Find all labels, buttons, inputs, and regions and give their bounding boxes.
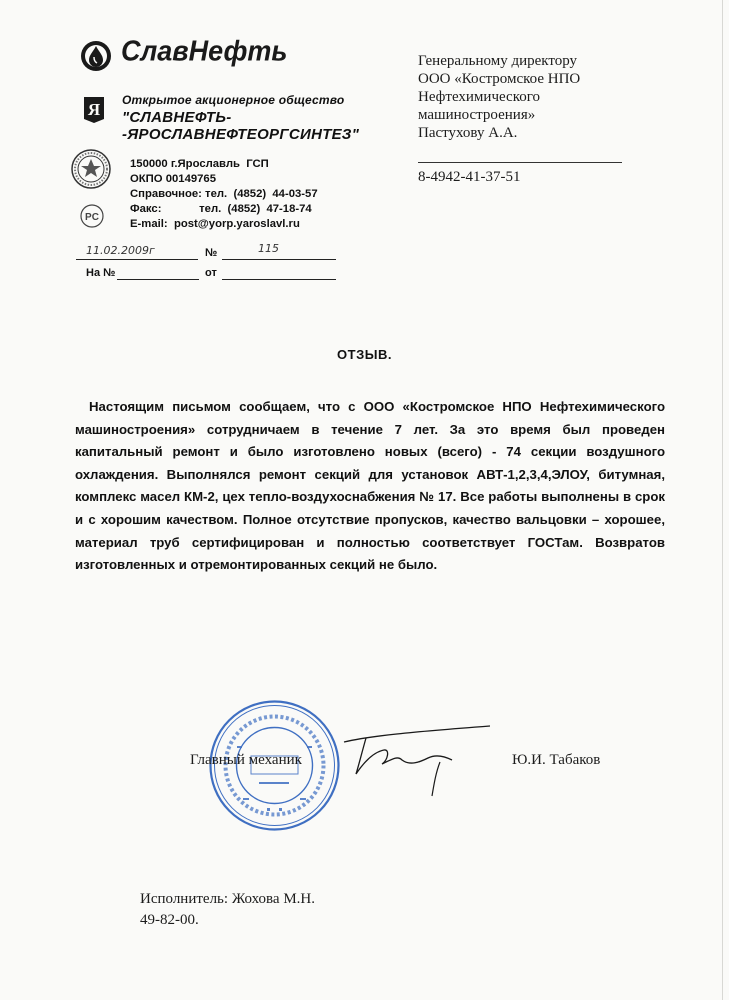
addressee-line-5: Пастухову А.А. [418,125,518,141]
award-seal-icon [70,148,112,190]
ya-emblem-icon [80,93,108,125]
addressee-line-2: ООО «Костромское НПО [418,71,581,87]
certification-icon [80,204,104,228]
reg-date-underline [76,259,198,260]
contact-phone: Справочное: тел. (4852) 44-03-57 [130,188,318,200]
ref-number-underline [117,279,199,280]
contact-address: 150000 г.Ярославль ГСП [130,158,269,170]
ref-date-label: от [205,267,217,279]
reg-number: 115 [258,242,279,255]
company-line-3: -ЯРОСЛАВНЕФТЕОРГСИНТЕЗ" [122,126,360,143]
contact-email: E-mail: post@yorp.yaroslavl.ru [130,218,300,230]
addressee-fax: 8-4942-41-37-51 [418,169,521,185]
reg-date: 11.02.2009г [86,244,155,257]
signatory-name: Ю.И. Табаков [512,752,601,768]
reg-number-label: № [205,247,218,259]
addressee-line-1: Генеральному директору [418,53,578,69]
addressee-underline [418,162,622,163]
company-name [122,92,359,143]
contact-okpo: ОКПО 00149765 [130,173,216,185]
ref-number-label: На № [86,267,116,279]
addressee-line-3: Нефтехимического [418,89,540,105]
company-line-2: "СЛАВНЕФТЬ- [122,109,232,126]
slavneft-logo-icon [80,40,112,72]
contact-block [130,157,318,232]
executor-block [140,889,315,931]
executor-name: Исполнитель: Жохова М.Н. [140,891,316,907]
signatory-role: Главный механик [190,752,302,768]
reg-number-underline [222,259,336,260]
document-body: Настоящим письмом сообщаем, что с ООО «Костромское НПО Нефтехимического машиностроения» сотрудничаем в течение 7 лет. За это время был проведен капитальный ремонт и было изготовлено новых (всего) - 74 секции воздушного охлаждения. Выполнялся ремонт секций для установок АВТ-1,2,3,4,ЭЛОУ, битумная, комплекс масел КМ-2, цех тепло-воздухоснабжения № 17. Все работы выполнены в срок и с хорошим качеством. Полное отсутствие пропусков, качество вальцовки – хорошее, материал труб сертифицирован и полностью соответствует ГОСТам. Возвратов изготовленных и отремонтированных секций не было. [75,399,665,573]
document-title: ОТЗЫВ. [337,347,392,362]
svg-text:Я: Я [87,100,101,119]
ref-date-underline [222,279,336,280]
brand-name: СлавНефть [121,35,288,67]
addressee-block [418,52,580,142]
company-line-1: Открытое акционерное общество [122,93,345,107]
handwritten-signature [340,712,490,804]
svg-text:PC: PC [85,212,99,223]
addressee-line-4: машиностроения» [418,107,536,123]
paper-edge [722,0,723,1000]
executor-phone: 49-82-00. [140,912,199,928]
contact-fax: Факс: тел. (4852) 47-18-74 [130,203,312,215]
